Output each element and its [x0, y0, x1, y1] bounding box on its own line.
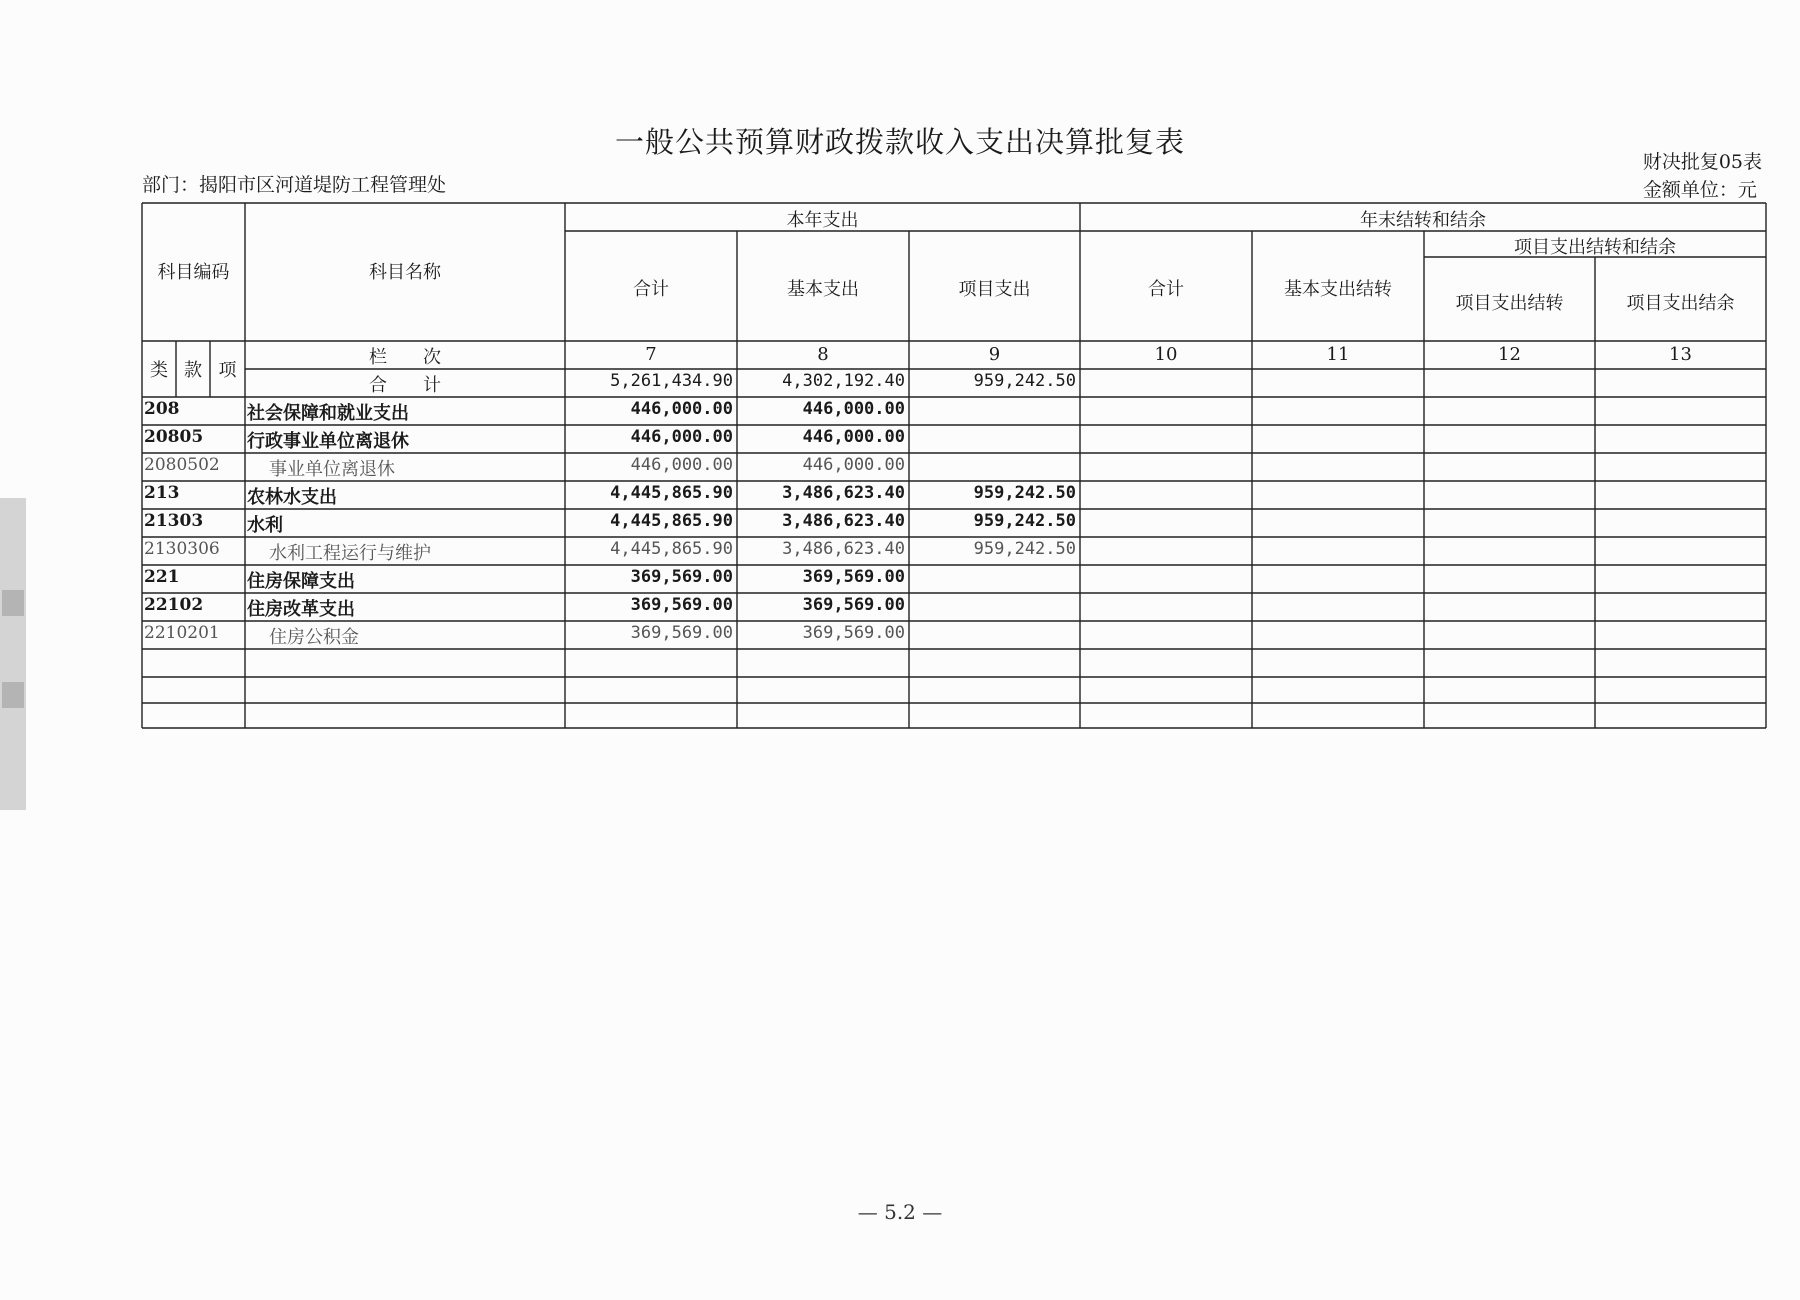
form-code: 财决批复05表	[1642, 151, 1762, 173]
row-basic: 369,569.00	[802, 567, 905, 587]
row-project: 959,242.50	[973, 539, 1076, 559]
row-total: 446,000.00	[630, 427, 733, 447]
row-total: 446,000.00	[630, 455, 733, 475]
subject-code: 213	[144, 483, 180, 503]
grand-total-value: 5,261,434.90	[610, 371, 733, 391]
grand-total-project: 959,242.50	[973, 371, 1076, 391]
subject-code: 20805	[144, 427, 204, 447]
row-total: 369,569.00	[630, 595, 733, 615]
page-title: 一般公共预算财政拨款收入支出决算批复表	[614, 125, 1185, 159]
row-project: 959,242.50	[973, 483, 1076, 503]
header-project-carryover: 项目支出结转	[1455, 293, 1564, 314]
column-number: 13	[1669, 344, 1692, 365]
row-basic: 446,000.00	[802, 455, 905, 475]
subject-name: 住房公积金	[269, 627, 359, 648]
subject-code: 2130306	[144, 539, 220, 559]
row-basic: 369,569.00	[802, 623, 905, 643]
row-total: 446,000.00	[630, 399, 733, 419]
header-basic-expense: 基本支出	[787, 279, 859, 300]
row-total: 369,569.00	[630, 567, 733, 587]
subject-name: 社会保障和就业支出	[247, 403, 409, 424]
subject-code: 2080502	[144, 455, 220, 475]
row-basic: 446,000.00	[802, 399, 905, 419]
header-year-end-carryover: 年末结转和结余	[1360, 210, 1486, 231]
subject-code: 22102	[144, 595, 204, 615]
subject-name: 水利工程运行与维护	[269, 543, 431, 564]
amount-unit: 金额单位：元	[1642, 179, 1757, 201]
scan-mark	[2, 590, 24, 616]
row-total: 369,569.00	[630, 623, 733, 643]
header-category: 类	[150, 360, 168, 381]
grand-total-basic: 4,302,192.40	[782, 371, 905, 391]
row-total: 4,445,865.90	[610, 539, 733, 559]
header-subject-code: 科目编码	[157, 262, 230, 283]
header-total: 合计	[633, 279, 669, 300]
budget-table	[142, 203, 1766, 728]
header-grand-total: 合 计	[369, 375, 441, 396]
subject-name: 住房改革支出	[247, 599, 355, 620]
form-meta	[1643, 148, 1762, 204]
row-basic: 3,486,623.40	[782, 539, 905, 559]
header-column-order: 栏 次	[369, 347, 441, 368]
subject-name: 事业单位离退休	[269, 459, 395, 480]
subject-name: 住房保障支出	[247, 571, 355, 592]
header-item: 项	[218, 360, 237, 381]
header-basic-carryover: 基本支出结转	[1284, 279, 1392, 300]
column-number: 9	[988, 344, 1001, 365]
header-project-surplus: 项目支出结余	[1626, 293, 1735, 314]
page-number: — 5.2 —	[857, 1200, 943, 1224]
subject-code: 21303	[144, 511, 204, 531]
subject-code: 208	[144, 399, 180, 419]
row-total: 4,445,865.90	[610, 511, 733, 531]
header-section: 款	[184, 360, 202, 381]
row-basic: 369,569.00	[802, 595, 905, 615]
row-basic: 3,486,623.40	[782, 483, 905, 503]
scan-mark	[2, 682, 24, 708]
row-total: 4,445,865.90	[610, 483, 733, 503]
column-number: 11	[1326, 344, 1350, 365]
column-number: 7	[645, 344, 657, 365]
header-current-year-expense: 本年支出	[786, 210, 859, 231]
header-subject-name: 科目名称	[369, 262, 441, 283]
subject-code: 221	[144, 567, 180, 587]
header-carry-total: 合计	[1148, 279, 1184, 300]
subject-code: 2210201	[144, 623, 220, 643]
column-number: 10	[1154, 344, 1178, 365]
subject-name: 农林水支出	[247, 487, 337, 508]
header-project-expense: 项目支出	[958, 279, 1031, 300]
header-project-carry-group: 项目支出结转和结余	[1514, 237, 1676, 258]
scan-edge-shadow	[0, 498, 26, 810]
row-basic: 3,486,623.40	[782, 511, 905, 531]
column-number: 8	[817, 344, 829, 365]
subject-name: 行政事业单位离退休	[247, 431, 409, 452]
row-project: 959,242.50	[973, 511, 1076, 531]
row-basic: 446,000.00	[802, 427, 905, 447]
department-label: 部门：揭阳市区河道堤防工程管理处	[142, 174, 447, 196]
subject-name: 水利	[247, 515, 283, 536]
column-number: 12	[1498, 344, 1521, 365]
